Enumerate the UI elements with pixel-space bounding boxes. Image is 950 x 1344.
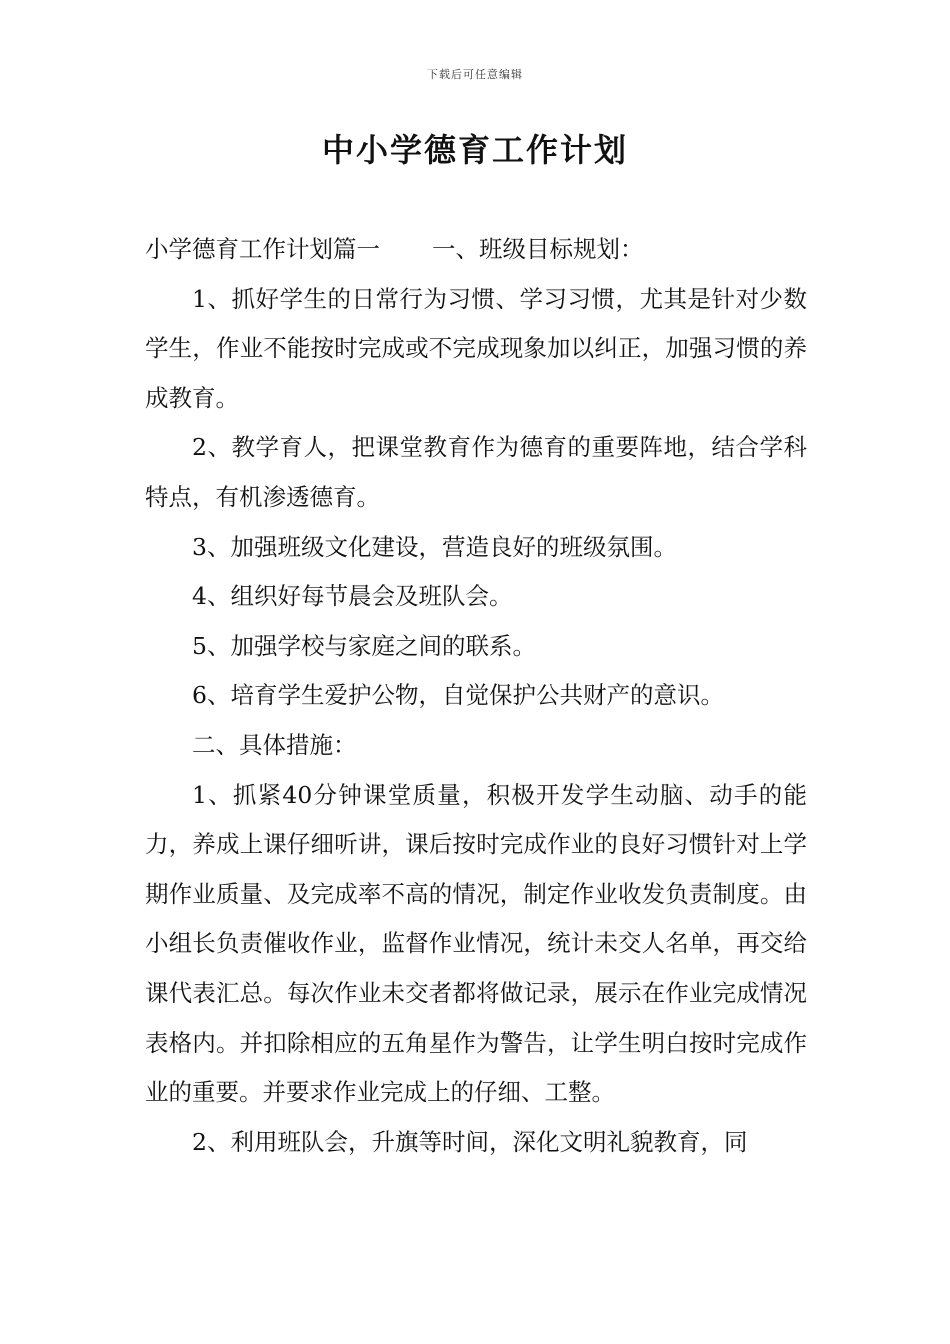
paragraph-measure-1: 1、抓紧40分钟课堂质量，积极开发学生动脑、动手的能力，养成上课仔细听讲，课后按时完成作业的良好习惯针对上学期作业质量、及完成率不高的情况，制定作业收发负责制度。由小组长负责催收作业，监督作业情况，统计未交人名单，再交给课代表汇总。每次作业未交者都将做记录，展示在作业完成情况表格内。并扣除相应的五角星作为警告，让学生明白按时完成作业的重要。并要求作业完成上的仔细、工整。	[145, 780, 807, 1107]
intro-section-label: 小学德育工作计划篇一	[145, 235, 380, 263]
document-title: 中小学德育工作计划	[321, 131, 628, 169]
intro-line	[145, 225, 807, 275]
header-note: 下载后可任意编辑	[427, 68, 523, 81]
document-body	[145, 225, 807, 1167]
section-heading-measures: 二、具体措施：	[192, 730, 357, 759]
paragraph-goal-6: 6、培育学生爱护公物，自觉保护公共财产的意识。	[192, 681, 724, 710]
paragraph-goal-3: 3、加强班级文化建设，营造良好的班级氛围。	[192, 532, 677, 561]
paragraph-goal-2: 2、教学育人，把课堂教育作为德育的重要阵地，结合学科特点，有机渗透德育。	[145, 433, 807, 511]
paragraph-goal-5: 5、加强学校与家庭之间的联系。	[192, 631, 536, 660]
paragraph-measure-2: 2、利用班队会，升旗等时间，深化文明礼貌教育，同	[192, 1127, 748, 1156]
paragraph-goal-1: 1、抓好学生的日常行为习惯、学习习惯，尤其是针对少数学生，作业不能按时完成或不完成现象加以纠正，加强习惯的养成教育。	[145, 284, 807, 412]
paragraph-goal-4: 4、组织好每节晨会及班队会。	[192, 582, 513, 611]
section-heading-goals: 一、班级目标规划：	[432, 235, 644, 263]
